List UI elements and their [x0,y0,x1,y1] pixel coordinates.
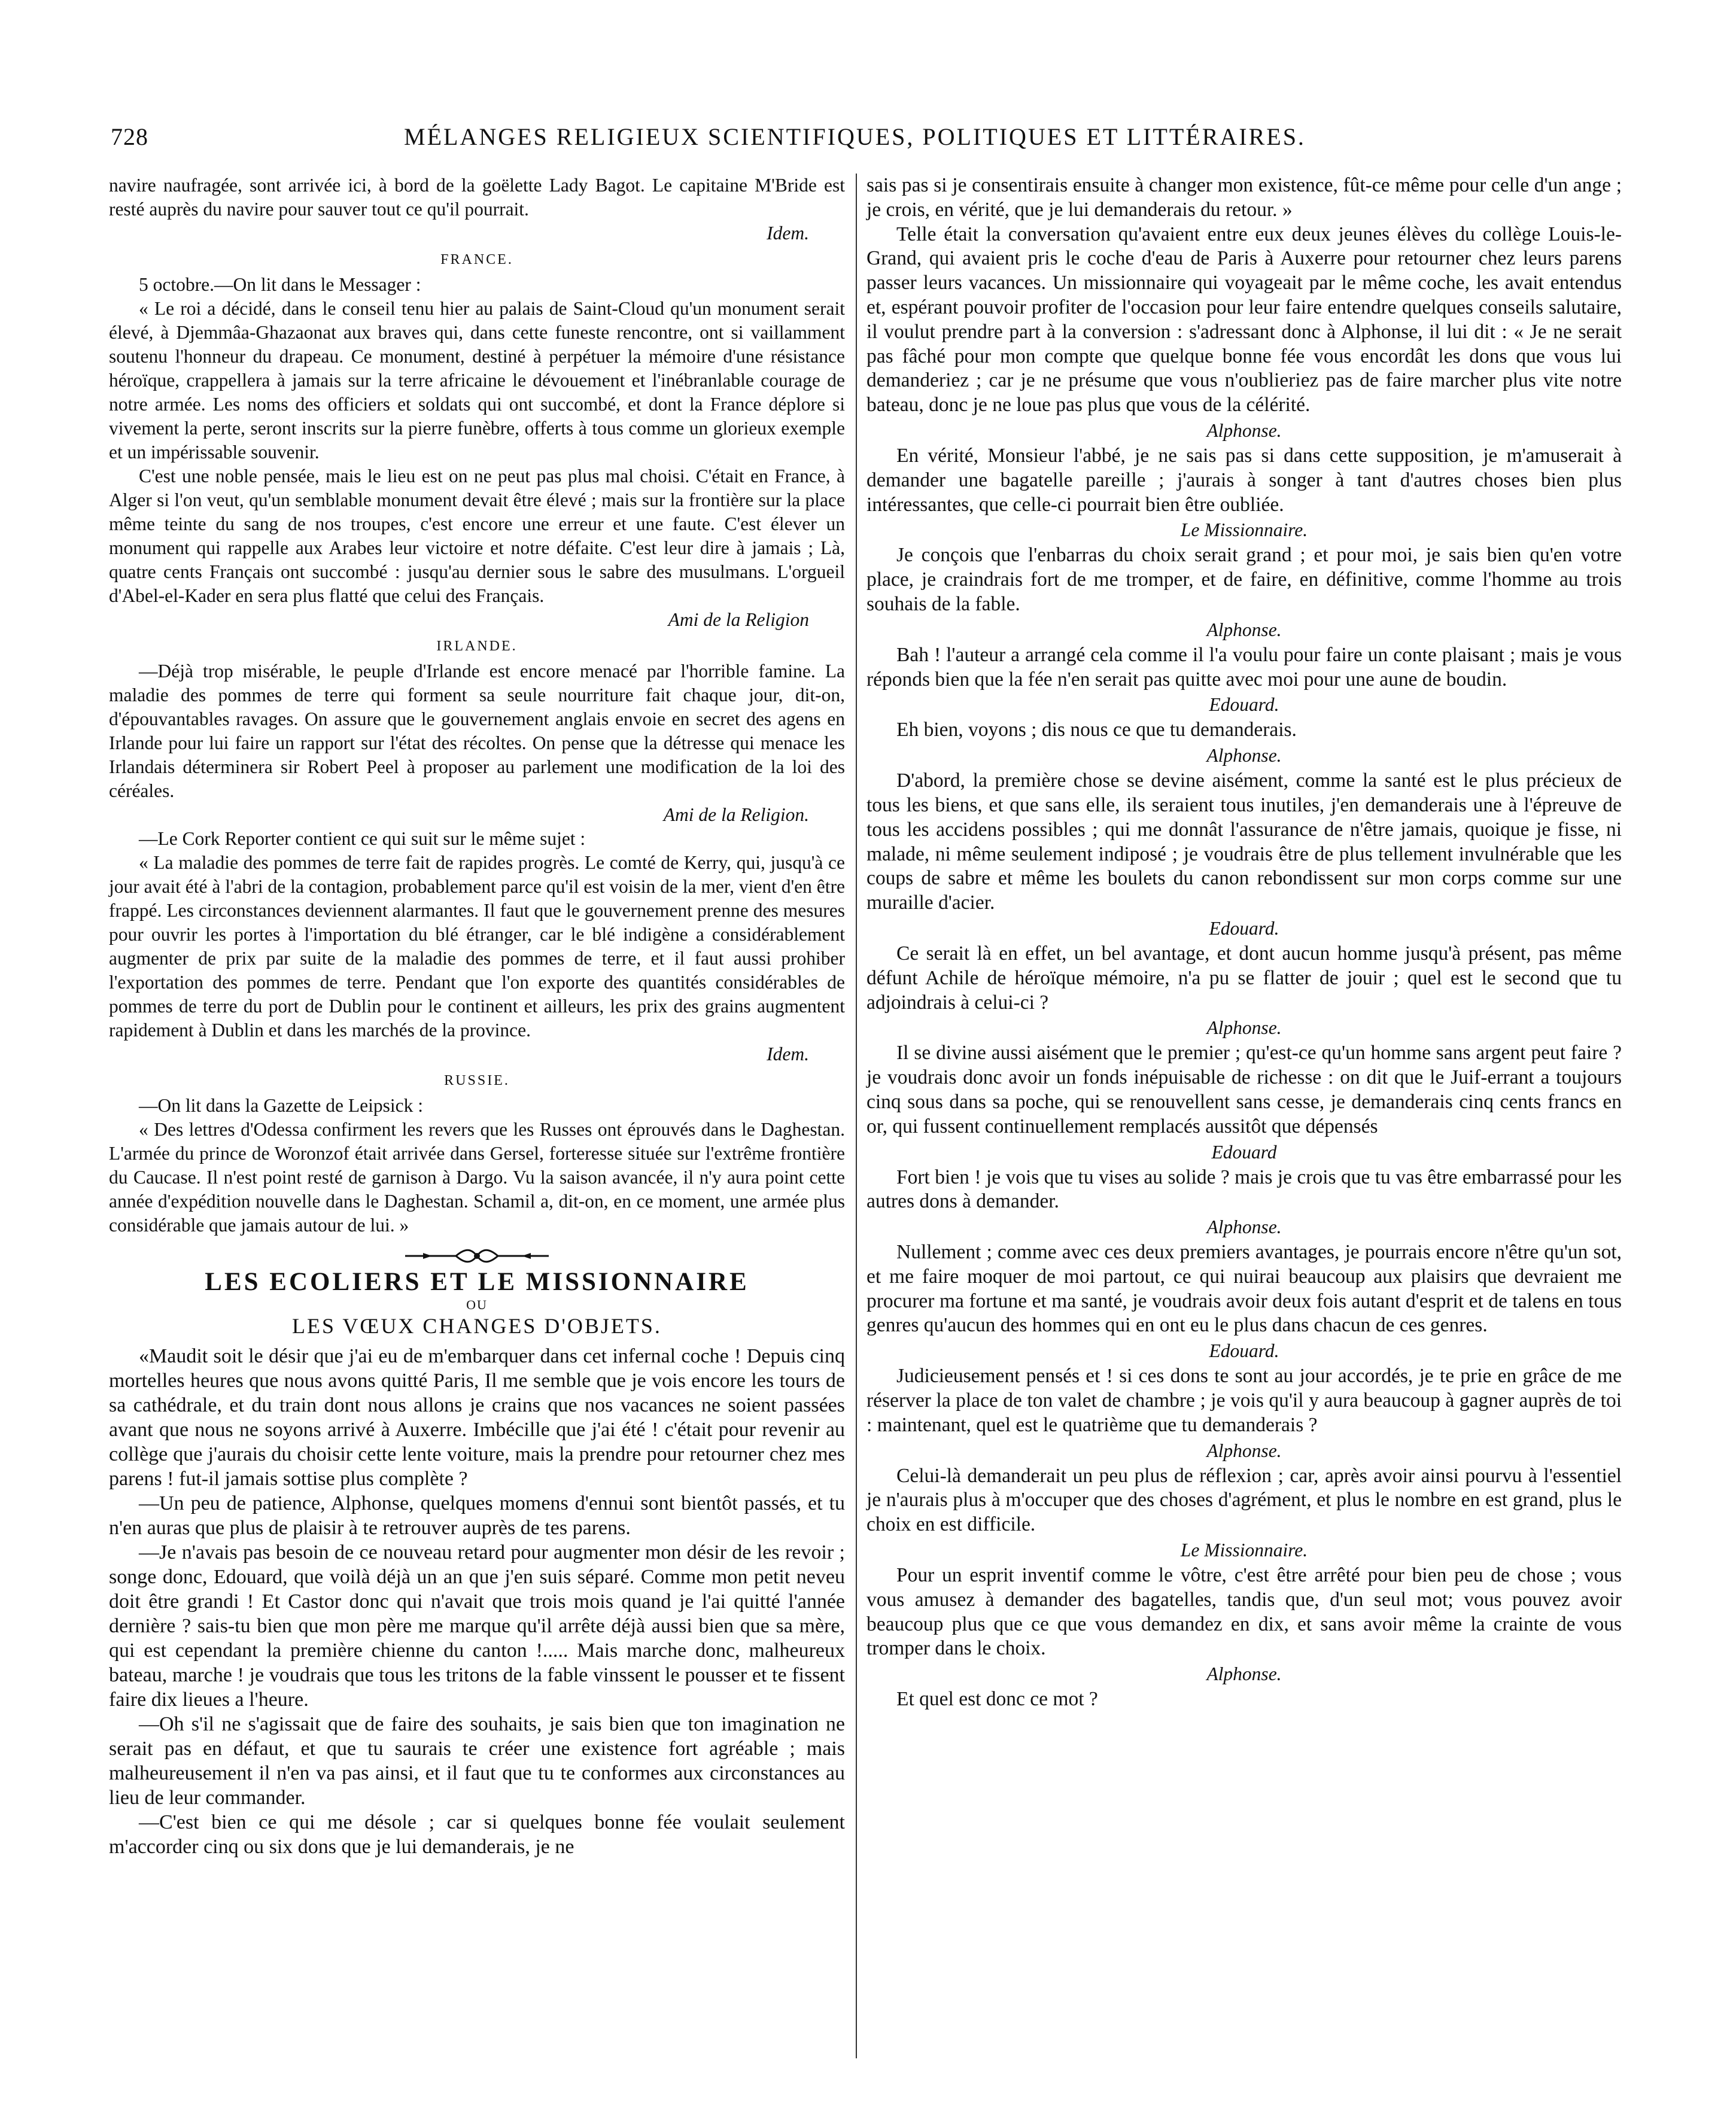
story-paragraph: «Maudit soit le désir que j'ai eu de m'embarquer dans cet infernal coche ! Depuis cinq mortelles heures que nous avons quitté Paris, Il me semble que je vois encore les tours de sa cathédrale, et du train dont nous allons je crains que nos vacances ne soient passées avant que nous ne soyons arrivé à Auxerre. Imbécille que j'ai été ! c'était pour revenir au collège que j'aurais du choisir cette lente voiture, mais la prendre pour retourner chez mes parens ! fut-il jamais sottise plus complète ? [109,1345,845,1490]
dialogue-paragraph: Bah ! l'auteur a arrangé cela comme il l'a voulu pour faire un conte plaisant ; mais je vous réponds bien que la fée n'en serait pas quitte avec moi pour une aune de boudin. [867,643,1622,690]
irlande-paragraph: —Déjà trop misérable, le peuple d'Irlande est encore menacé par l'horrible famine. La maladie des pommes de terre qui forment sa seule nourriture fait chaque jour, dit-on, d'épouvantables ravages. On assure que le gouvernement anglais envoie en secret des agens en Irlande pour lui faire un rapport sur l'état des récoltes. On pense que la détresse qui menace les Irlandais déterminera sir Robert Peel à proposer au parlement une modification de la loi des céréales. [109,661,845,801]
speaker-name: Alphonse. [1206,745,1282,766]
page-number: 728 [111,123,148,150]
story-paragraph: —Un peu de patience, Alphonse, quelques momens d'ennui sont bientôt passés, et tu n'en auras que plus de plaisir à te retrouver auprès de tes parens. [109,1492,845,1539]
dialogue-paragraph: Fort bien ! je vois que tu vises au solide ? mais je crois que tu vas être embarrassé pour les autres dons à demander. [867,1166,1622,1213]
story-paragraph: Telle était la conversation qu'avaient entre eux deux jeunes élèves du collège Louis-le-Grand, qui avaient pris le coche d'eau de Paris à Auxerre pour retourner chez leurs parens passer leurs vacances. Un missionnaire qui voyageait par le même coche, les avait entendus et, espérant pouvoir profiter de l'occasion pour leur faire entendre quelques conseils salutaire, il voulut prendre part à la conversion : s'adressant donc à Alphonse, il lui dit : « Je ne serait pas fâché pour mon compte que quelque bonne fée vous encordât les dons que vous lui demanderiez ; car je ne présume que vous n'oublieriez pas de faire marcher plus vite notre bateau, donc je ne loue pas plus que vous de la célérité. [867,223,1622,416]
section-heading-russie: RUSSIE. [444,1073,510,1088]
dialogue-paragraph: Eh bien, voyons ; dis nous ce que tu demanderais. [896,719,1297,741]
section-heading-france: FRANCE. [440,252,513,267]
dialogue-paragraph: En vérité, Monsieur l'abbé, je ne sais pas si dans cette supposition, je m'amuserait à demander une bagatelle pareille ; j'aurais à songer à tant d'autres choses bien plus intéressantes, que celle-ci pourrait bien être oubliée. [867,444,1622,516]
france-paragraph: « Le roi a décidé, dans le conseil tenu hier au palais de Saint-Cloud qu'un monument serait élevé, à Djemmâa-Ghazaonat aux braves qui, dans cette funeste rencontre, ont si vaillamment soutenu l'honneur du drapeau. Ce monument, destiné à perpétuer la mémoire d'une résistance héroïque, crappellera à jamais sur la terre africaine le dévouement et l'inébranlable courage de notre armée. Les noms des officiers et soldats qui ont succombé, et dont la France déplore si vivement la perte, seront inscrits sur la pierre funèbre, offerts à tous comme un glorieux exemple et un impérissable souvenir. [109,298,845,463]
story-text [109,1344,845,1859]
article-subtitle: LES VŒUX CHANGES D'OBJETS. [292,1314,662,1338]
speaker-name: Edouard. [1209,694,1279,716]
article-title-conjunction: OU [466,1297,488,1312]
speaker-name: Le Missionnaire. [1180,519,1308,541]
speaker-name: Alphonse. [1206,1663,1282,1685]
story-paragraph: —Oh s'il ne s'agissait que de faire des souhaits, je sais bien que ton imagination ne serait pas en défaut, et que tu saurais te créer une existence fort agréable ; mais malheureusement il n'en va pas ainsi, et il faut que tu te conformes aux circonstances au lieu de leur commander. [109,1713,845,1809]
dialogue-paragraph: Pour un esprit inventif comme le vôtre, c'est être arrêté pour bien peu de chose ; vous vous amusez à demander des bagatelles, tandis que, d'un seul mot; vous pouvez avoir beaucoup plus que ce que vous demandez en dix, et sans avoir même la crainte de vous tromper dans le choix. [867,1564,1622,1660]
france-commentary: C'est une noble pensée, mais le lieu est on ne peut pas plus mal choisi. C'était en France, à Alger si l'on veut, qu'un semblable monument devait être élevé ; mais sur la frontière sur la place même teinte du sang de nos troupes, c'est encore une erreur et une faute. C'est élever un monument qui rappelle aux Arabes leur victoire et notre défaite. C'est leur dire à jamais ; Là, quatre cents Français ont succombé : jusqu'au dernier sous le sabre des musulmans. L'orgueil d'Abel-el-Kader en sera plus flatté que celui des Français. [109,466,845,606]
speaker-name: Edouard [1211,1141,1277,1163]
irlande-paragraph: —Le Cork Reporter contient ce qui suit sur le même sujet : [139,828,586,849]
column-divider [856,174,857,2058]
story-paragraph: —Je n'avais pas besoin de ce nouveau retard pour augmenter mon désir de les revoir ; songe donc, Edouard, que voilà déjà un an que j'en suis séparé. Comme mon petit neveu doit être grandi ! Et Castor donc qui n'avait que trois mois quand je l'ai quitté l'année dernière ? sais-tu bien que mon père me marque qu'il arrête déjà aussi bien que sa mère, qui est cependant la première chienne du canton !..... Mais marche donc, malheureux bateau, marche ! je voudrais que tous les tritons de la fable vinssent le pousser et te fissent faire dix lieues a l'heure. [109,1541,845,1711]
story-paragraph: sais pas si je consentirais ensuite à changer mon existence, fût-ce même pour celle d'un ange ; je crois, en vérité, que je lui demanderais du retour. » [867,174,1622,221]
irlande-paragraph: « La maladie des pommes de terre fait de rapides progrès. Le comté de Kerry, qui, jusqu'à ce jour avait été à l'abri de la contagion, probablement parce qu'il est voisin de la mer, vient d'en être frappé. Les circonstances deviennent alarmantes. Il faut que le gouvernement prenne des mesures pour ouvrir les portes à l'importation du blé étranger, car le blé indigène a considérablement augmenter de prix par suite de la maladie des pommes de terre, et il faut aussi prohiber l'exportation des pommes de terre. Pendant que l'on exporte des quantités considérables de pommes de terre du port de Dublin pour le continent et ailleurs, les prix des grains augmentent rapidement à Dublin et dans les marchés de la province. [109,852,845,1041]
france-dateline: 5 octobre.—On lit dans le Messager : [139,274,421,295]
dialogue-paragraph: Judicieusement pensés et ! si ces dons te sont au jour accordés, je te prie en grâce de me réserver la place de ton valet de chambre ; je vois qu'il y aura beaucoup à gagner auprès de toi : maintenant, quel est le quatrième que tu demanderais ? [867,1365,1622,1436]
russie-paragraph: « Des lettres d'Odessa confirment les revers que les Russes ont éprouvés dans le Daghestan. L'armée du prince de Woronzof était arrivée dans Gersel, forteresse située sur l'extrême frontière du Caucase. Il n'est point resté de garnison à Dargo. Vu la saison avancée, il n'y aura point cette année d'expédition nouvelle dans le Daghestan. Schamil a, dit-on, en ce moment, une armée plus considérable que jamais autour de lui. » [109,1119,845,1236]
article-title: LES ECOLIERS ET LE MISSIONNAIRE [205,1268,749,1296]
right-column [867,174,1622,1712]
dialogue-paragraph: Nullement ; comme avec ces deux premiers avantages, je pourrais encore n'être qu'un sot, et me faire moquer de moi partout, ce qui nuirai beaucoup aux plaisirs que devraient me procurer ma fortune et ma santé, je voudrais avoir deux fois autant d'esprit et de talens en tous genres qu'aucun des hommes qui en ont eu le plus dans chacun de ces genres. [867,1241,1622,1337]
source-signature: Ami de la Religion [668,609,809,630]
dialogue-paragraph: Ce serait là en effet, un bel avantage, et dont aucun homme jusqu'à présent, pas même défunt Achile de héroïque mémoire, n'a pu se flatter de jouir ; quel est le second que tu adjoindrais à celui-ci ? [867,942,1622,1014]
source-signature: Ami de la Religion. [663,804,809,825]
left-column [109,174,845,1859]
story-paragraph: —C'est bien ce qui me désole ; car si quelques bonne fée voulait seulement m'accorder cinq ou six dons que je lui demanderais, je ne [109,1811,845,1858]
page-header [111,123,1619,165]
source-signature: Idem. [767,1044,809,1064]
speaker-name: Alphonse. [1206,1216,1282,1238]
speaker-name: Alphonse. [1206,619,1282,640]
speaker-name: Alphonse. [1206,419,1282,441]
source-signature: Idem. [767,223,809,244]
speaker-name: Edouard. [1209,1340,1279,1362]
flourish-icon [399,1248,555,1264]
dialogue-paragraph: Il se divine aussi aisément que le premier ; qu'est-ce qu'un homme sans argent peut faire ? je voudrais donc avoir un fonds inépuisable de richesse : on dit que le Juif-errant a toujours cinq sous dans sa poche, qui se renouvellent sans cesse, je demanderais cinq cents francs en or, qui fussent continuellement remplacés aussitôt que dépensés [867,1042,1622,1137]
dialogue-paragraph: Et quel est donc ce mot ? [896,1688,1098,1711]
speaker-name: Alphonse. [1206,1440,1282,1461]
section-heading-irlande: IRLANDE. [436,638,518,654]
dialogue-paragraph: Je conçois que l'enbarras du choix serait grand ; et pour moi, je sais bien qu'en votre place, je craindrais fort de me tromper, et de faire, en définitive, comme l'homme au trois souhais de la fable. [867,544,1622,615]
ornament-divider [109,1246,845,1261]
running-title: MÉLANGES RELIGIEUX SCIENTIFIQUES, POLITIQUES ET LITTÉRAIRES. [404,123,1306,150]
speaker-name: Edouard. [1209,917,1279,939]
opening-paragraph: navire naufragée, sont arrivée ici, à bord de la goëlette Lady Bagot. Le capitaine M'Bride est resté auprès du navire pour sauver tout ce qu'il pourrait. [109,175,845,220]
speaker-name: Le Missionnaire. [1180,1540,1308,1561]
speaker-name: Alphonse. [1206,1017,1282,1039]
russie-paragraph: —On lit dans la Gazette de Leipsick : [139,1095,423,1116]
dialogue-paragraph: Celui-là demanderait un peu plus de réflexion ; car, après avoir ainsi pourvu à l'essentiel je n'aurais plus à m'occuper que des choses d'agrément, et plus le nombre en est grand, plus le choix en est difficile. [867,1464,1622,1536]
dialogue-paragraph: D'abord, la première chose se devine aisément, comme la santé est le plus précieux de tous les biens, et que sans elle, ils seraient tous inutiles, j'en demanderais une à l'épreuve de tous les accidens possibles ; qui me donnât l'assurance de n'être jamais, quoique je fisse, ni malade, ni même seulement indiposé ; je voudrais être de plus tellement invulnérable que les coups de sabre et même les boulets du canon rebondissent sur mon corps comme sur une muraille d'acier. [867,769,1622,914]
